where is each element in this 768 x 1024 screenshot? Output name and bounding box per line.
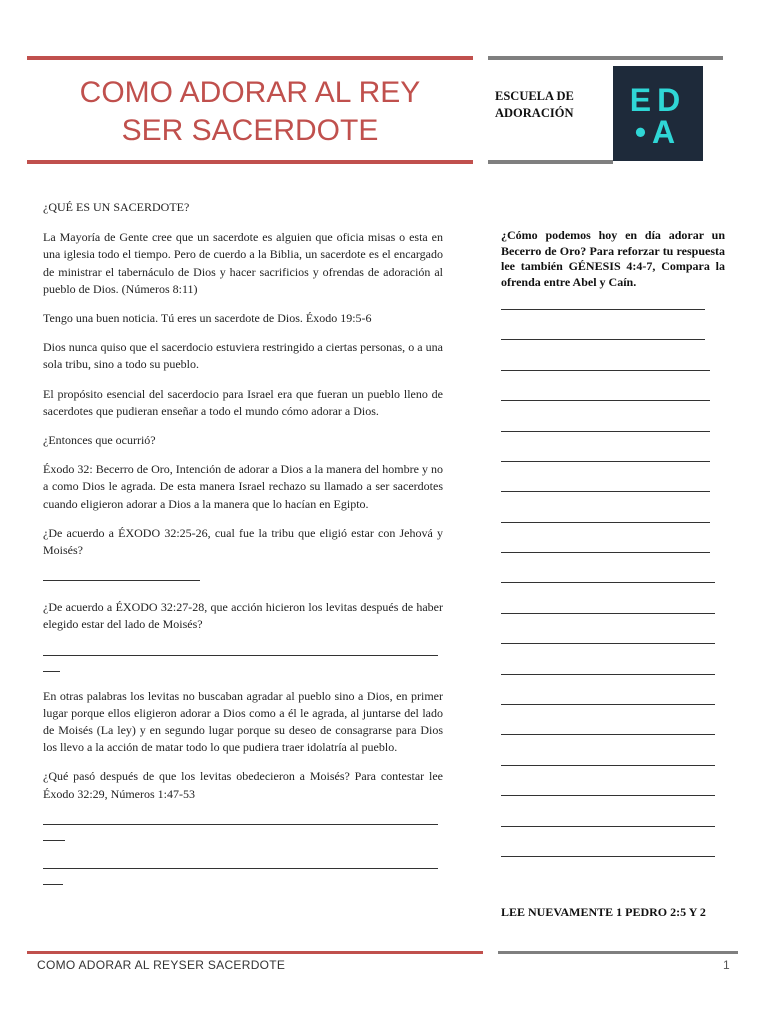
side-answer-line[interactable] [501,339,705,340]
header-top-rule [27,56,473,60]
side-answer-line[interactable] [501,704,715,705]
side-answer-line[interactable] [501,856,715,857]
side-answer-line[interactable] [501,522,710,523]
paragraph-4: El propósito esencial del sacerdocio para Israel era que fueran un pueblo lleno de sacerdotes que pudieran enseñar a todo el mundo cómo adorar a Dios. [43,386,443,418]
main-text-column [43,199,443,885]
answer-line-4[interactable] [43,867,438,869]
logo-text-bottom: •A [634,114,682,150]
eda-logo [613,66,703,161]
side-answer-line[interactable] [501,765,715,766]
side-answer-line[interactable] [501,400,710,401]
answer-line-3[interactable] [43,823,438,825]
side-bottom-rule [488,160,613,164]
answer-line-3-cont[interactable] [43,839,65,841]
answer-line-2-cont[interactable] [43,670,60,672]
side-top-rule [488,56,723,60]
footer-rule-gray [498,951,738,954]
answer-line-1[interactable] [43,579,200,581]
paragraph-5: ¿Entonces que ocurrió? [43,433,156,448]
paragraph-6: Éxodo 32: Becerro de Oro, Intención de adorar a Dios a la manera del hombre y no a como Dios le agrada. De esta manera Israel rechazo su llamado a ser sacerdotes cuando eligieron adorar a Dios a la manera que lo hacían en Egipto. [43,462,443,511]
side-reading-note: LEE NUEVAMENTE 1 PEDRO 2:5 Y 2 [501,905,706,919]
side-answer-line[interactable] [501,431,710,432]
page-number: 1 [723,958,730,972]
paragraph-7: En otras palabras los levitas no buscaban agradar al pueblo sino a Dios, en primer lugar porque ellos eligieron adorar a Dios como a él le agrada, al juntarse del lado de Moisés (La ley) y en segundo lugar porque su deseo de consagrarse para Dios los llevo a la acción de matar todo lo que pudiera traer idolatría al pueblo. [43,688,443,755]
side-answer-line[interactable] [501,309,705,310]
side-answer-line[interactable] [501,491,710,492]
side-answer-line[interactable] [501,795,715,796]
paragraph-3: Dios nunca quiso que el sacerdocio estuviera restringido a ciertas personas, o a una sola tribu, sino a todo su pueblo. [43,340,443,372]
side-answer-line[interactable] [501,643,715,644]
paragraph-1: La Mayoría de Gente cree que un sacerdote es alguien que oficia misas o esta en una iglesia todo el tiempo. Pero de cuerdo a la Biblia, un sacerdote es el encargado de ministrar el tabernáculo de Dios y hacer sacrificios y ofrendas de adoración al pueblo de Dios. (Números 8:11) [43,230,443,296]
side-answer-line[interactable] [501,461,710,462]
side-answer-line[interactable] [501,552,710,553]
question-3: ¿Qué pasó después de que los levitas obedecieron a Moisés? Para contestar lee Éxodo 32:29, Números 1:47-53 [43,769,443,801]
question-1: ¿De acuerdo a ÉXODO 32:25-26, cual fue la tribu que eligió estar con Jehová y Moisés? [43,525,443,558]
side-question: ¿Cómo podemos hoy en día adorar un Becerro de Oro? Para reforzar tu respuesta lee también GÉNESIS 4:4-7, Compara la ofrenda entre Abel y Caín. [501,228,725,289]
side-answer-line[interactable] [501,826,715,827]
school-line-1: ESCUELA DE [495,89,574,103]
side-answer-line[interactable] [501,734,715,735]
school-line-2: ADORACIÓN [495,106,574,120]
title-line-2: SER SACERDOTE [121,114,379,147]
document-title [27,74,473,150]
school-label [495,88,605,122]
answer-line-2[interactable] [43,654,438,656]
logo-text-top: ED [629,82,687,118]
side-answer-line[interactable] [501,613,715,614]
footer-title: COMO ADORAR AL REYSER SACERDOTE [37,958,286,972]
side-answer-line[interactable] [501,674,715,675]
header-bottom-rule [27,160,473,164]
section-heading: ¿QUÉ ES UN SACERDOTE? [43,200,190,214]
side-answer-line[interactable] [501,370,710,371]
side-answer-line[interactable] [501,582,715,583]
title-line-1: COMO ADORAR AL REY [79,76,421,109]
footer-rule-red [27,951,483,954]
paragraph-2: Tengo una buen noticia. Tú eres un sacerdote de Dios. Éxodo 19:5-6 [43,311,372,326]
question-2: ¿De acuerdo a ÉXODO 32:27-28, que acción hicieron los levitas después de haber elegido estar del lado de Moisés? [43,600,443,632]
answer-line-4-cont[interactable] [43,883,63,885]
